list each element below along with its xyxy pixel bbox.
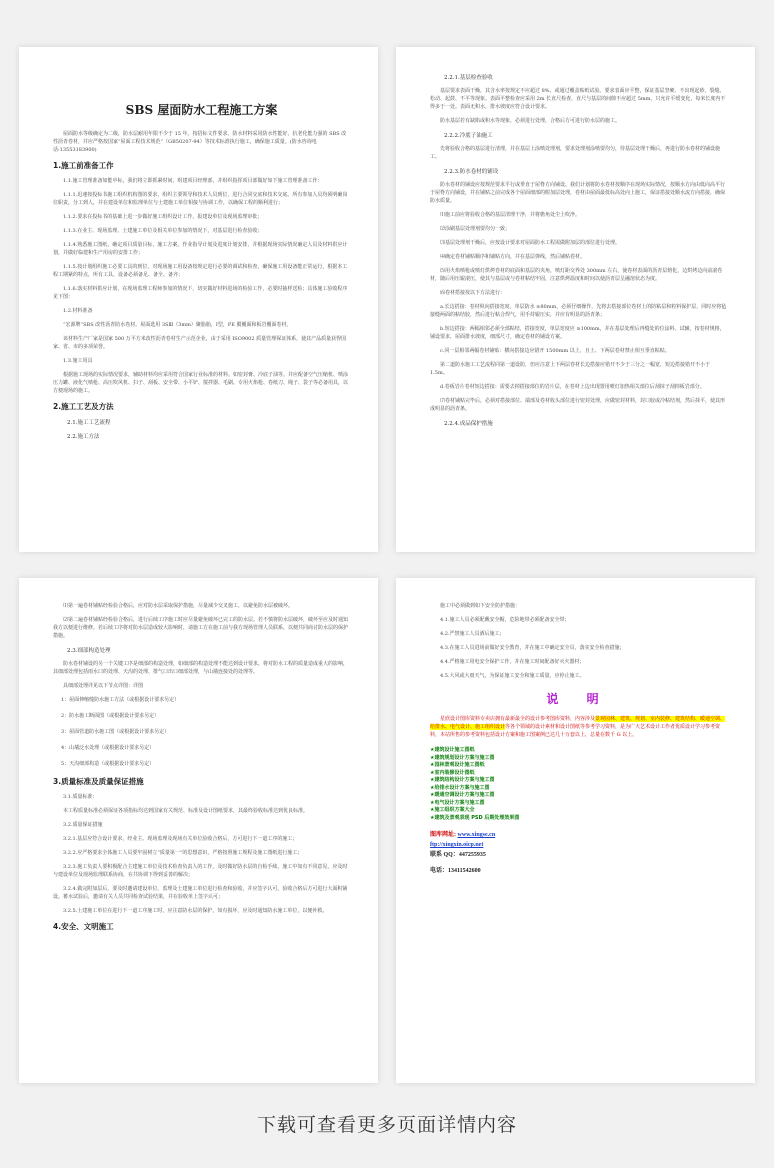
paragraph: 施工中必须做到如下安全防护措施： <box>440 603 521 609</box>
paragraph: ⑴第一遍卷材铺贴经检验合格后，应对防水层采取保护措施，尽量减少交叉施工，以避免防水层被破坏。 <box>63 603 294 609</box>
paragraph: 4.5.大风或大雨天气，为保证施工安全和施工质量，应停止施工。 <box>440 673 585 679</box>
paragraph: ⑹卷材搭接按以下方法进行： <box>440 290 506 296</box>
website-label: 图库网址: <box>430 832 456 838</box>
resource-list-item: ★施工组织方案大全 <box>430 807 475 813</box>
subsection-heading: 2.2.4.成品保护措施 <box>444 421 493 427</box>
paragraph: 1.1.4.熟悉施工图纸，确定项目质量目标，施工方案，作业指导计划及进度计划安排，并根据现场实际情况确定人员及材料供应计划，并做好临建和生产用房的安排工作； <box>53 242 348 256</box>
paragraph: 3.2.2.应严格要求全体施工人员要牢固树立“质量第一”的思想意识，严格按照施工规程及施工图纸进行施工； <box>63 850 303 856</box>
paragraph: 3.1.质量标准： <box>63 794 98 800</box>
paragraph: 3.2.1.基层应符合设计要求，经业主、现场监理及现场有关单位验收合格后，方可进行下一道工序的施工； <box>63 836 298 842</box>
subsection-heading: 2.2.施工方法 <box>67 434 100 440</box>
paragraph: 本工程质量标准必须保证各项指标均达到国家有关规范、标准及设计图纸要求，其最终验收标准达到优良标准。 <box>63 808 309 814</box>
subsection-heading: 2.1.施工工艺流程 <box>67 420 111 426</box>
page-3-content <box>53 602 350 1073</box>
document-page-3 <box>19 578 378 1083</box>
paragraph: 1.2.材料准备 <box>63 308 93 314</box>
note-paragraph <box>430 715 727 739</box>
contact-block <box>430 830 727 876</box>
paragraph: 4.2.严禁施工人员酒后施工； <box>440 631 505 637</box>
subsection-heading: 2.2.3.防水卷材的铺设 <box>444 169 499 175</box>
subsection-heading: 2.3.细部构造处理 <box>67 648 111 654</box>
page-1-body <box>53 130 350 440</box>
note-paragraph-highlight: 景观园林、建筑、规划、室内装修、建筑结构、暖通空调、给排水、电气设计、施工组织设计 <box>430 716 726 730</box>
paragraph: ⑵涂刷基层处理剂要均匀一致； <box>440 226 511 232</box>
paragraph: 具细部处理详见以下节点详图：详图 <box>63 683 144 689</box>
paragraph: 3.2.质量保证措施 <box>63 822 103 828</box>
paragraph: ⑷确定卷材铺贴顺序和铺贴方向，并在基层弹线，然后铺贴卷材。 <box>440 254 586 260</box>
document-title: SBS 屋面防水工程施工方案 <box>125 103 278 117</box>
paragraph: d.卷板岩片卷材短边搭接：需要去掉搭接部位的岩片层，在卷材上边出现置用喷灯加热相关部位后刮抹子刮掉板岩部分。 <box>440 384 705 390</box>
paragraph: 3.2.4.做完附加层后，要及时邀请建设单位、监理及土建施工单位进行检查和验收，并应签字认可，验收合格后方可进行大面积铺设。蓄水试验后，邀请有关人员共同检查试验结果，并在验收单上签字认可； <box>53 886 348 900</box>
paragraph: 防水卷材的铺设应按规范要求平行或垂直于屋脊方向铺设。我们计划将防水卷材按顺序在现场实际情况，按顺水方向由低向高平行于屋脊方向铺设，并在铺贴之前完成各个屋面细部的附加层处理，卷材由屋面最低标高处向上施工，保证搭接处顺水流方向搭接，确保防水质量。 <box>430 182 726 204</box>
paragraph: 防水卷材铺设的另一个关键工序是细部的构造处理，如细部的构造处理不能达到设计要求，将对防水工程的质量造成重大的影响，其细部处理包括雨水口的处理、天沟的处理、排气口出口细部处理，与山墙连接处的处理等。 <box>53 661 349 675</box>
resource-list-item: ★暖通空调设计方案与施工图 <box>430 792 495 798</box>
paragraph: 4.4.严格施工用电安全保护工作，并在施工时间配备好灭火器材； <box>440 659 585 665</box>
paragraph: ⑸用火焰喷枪或喷灯烘烤卷材的底面和基层的夹角，喷灯距交界处 300mm 左右，使卷材表面的沥青层熔化，边烘烤边向前滚卷材，随后用压辊滚压，使其与基层或与卷材粘结牢固，注意烘烤温度和时间以使沥青层呈融溶状态为度。 <box>430 268 723 282</box>
paragraph: c.同一层相邻两幅卷材铺贴：横向搭接边应错开 1500mm 以上，且上、下两层卷材禁止相互垂直粘贴。 <box>440 348 670 354</box>
paragraph: 3.2.3.施工负责人要积极配合主建施工单位及技术检查负责人的工作，及时做好防水层的自检手续，施工中如有不同意见，应及时与建设单位及现场监理联系协商，在共协调下得到妥善的解决； <box>53 864 348 878</box>
phone-value: 13411542600 <box>448 868 481 874</box>
detail-list-item: 3：屋面管道防水施工图（或根据设计要求另定） <box>61 729 170 735</box>
resource-list-item: ★建筑设计施工图纸 <box>430 747 475 753</box>
website-link[interactable]: www.xingse.cn <box>457 832 496 838</box>
document-page-2 <box>396 47 755 552</box>
paragraph: 1.1.3.在业主、现场监理、土建施工单位及相关单位参加的情况下，对基层进行检查验收； <box>63 228 263 234</box>
paragraph: 该材料生产厂家是国家 500 万平方米改性沥青卷材生产示范企业，由于采用 ISO9002 质量管理保证体系，使其产品质量获得国家、省、市的多项荣誉。 <box>53 336 347 350</box>
phone-label: 电话： <box>430 868 449 874</box>
contact-phone <box>430 866 727 876</box>
resource-list-item: ★建筑规划设计方案与施工图 <box>430 754 495 761</box>
page-4-content <box>430 602 727 1073</box>
resource-list-item: ★园林景观设计施工图纸 <box>430 762 485 768</box>
ftp-link[interactable]: ftp://xingxin.oicp.net <box>430 842 484 848</box>
contact-website <box>430 830 727 840</box>
contact-qq <box>430 850 727 860</box>
section-heading: 4.安全、文明施工 <box>53 922 114 931</box>
resource-list-item: ★室内装修设计图纸 <box>430 769 475 776</box>
resource-list-item: ★建筑结构设计方案与施工图 <box>430 777 495 783</box>
detail-list-item: 4：山墙泛水处理（或根据设计要求另定） <box>61 745 155 751</box>
paragraph: “宏源牌”SBS 改性沥青防水卷材。屋面选用 3SⅢ（3mm）聚脂胎，Ⅰ型，PE 膜覆面和板岩覆面卷材。 <box>63 322 292 328</box>
paragraph: 1.3.施工用具 <box>63 358 93 364</box>
section-heading: 3.质量标准及质量保证措施 <box>53 777 144 786</box>
detail-list-item: 2：防水施工断面图（或根据设计要求另定） <box>61 713 160 719</box>
page-4-body <box>430 602 727 680</box>
section-heading: 2.施工工艺及方法 <box>53 402 114 411</box>
note-paragraph-end: 等各个领域的设计素材和设计图纸等参考学习资料，是为广大艺术设计工作者优质设计学习参考资料，本站所售的参考资料包括设计方案和施工图案例已达几十万套以上，总量在数千 G 以上。 <box>430 724 721 738</box>
paragraph: 1.1.5.按计划组织施工必要工具的到位，对现场施工用设备按规定进行必要的调试和检查，确保施工用设备能正常运行，根据本工程工期紧的特点，所有工具、设备必须备足、备全、备齐； <box>53 264 348 278</box>
paragraph: ⑵第二遍卷材铺贴经检验合格后，进行后续工序施工时应尽量避免破坏已完工的防水层。若不慎将防水层破坏，破坏至应及时通知我方以便进行维修。若后续工序将对防水层造成较大影响时，请施工方在施工前与我方现场管理人员联系，以便共同商讨防水层的保护措施。 <box>53 617 349 639</box>
page-2-content <box>430 67 727 542</box>
page-3-body <box>53 602 350 932</box>
paragraph: a.长边搭接：卷材纵向搭接宽度，单层防水 ≥80mm，必须仔细操作，先将去搭接部位卷材上的防粘层和粒料保护层，同时应将毡接缝两面的粘结胶，然后进行粘合焊气，用手持辊压实，并应有明显的沥青条； <box>430 304 727 318</box>
paragraph: 先将验收合格的基层进行清理，并在基层上涂喷处理剂，要求处理剂涂喷要均匀，待基层处理干燥后，再进行防水卷材的铺设施工。 <box>430 146 721 160</box>
page-1-content <box>53 71 350 542</box>
bottom-caption[interactable]: 下载可查看更多页面详情内容 <box>256 1114 517 1136</box>
subsection-heading: 2.2.2.冷底子油施工 <box>444 133 493 139</box>
paragraph: 3.2.5.土建施工单位在进行下一道工序施工时，应注意防水层的保护，如有损坏，应及时通知防水施工单位，以便补救。 <box>63 908 328 914</box>
paragraph: ⑶基层处理剂干燥后，应按设计要求对屋面防水工程需做附加层的部位进行处理。 <box>440 240 621 246</box>
paragraph: 1.1.6.落实材料供应计划，在现场监理工程师参加的情况下，切实做好材料进场的检验工作，必要时抽样送检；具体施工验收程序见下图： <box>53 286 348 300</box>
section-heading: 1.施工前准备工作 <box>53 161 114 170</box>
paragraph: 第二道防水施工工艺流程同第一道设防，但应注意上下两层卷材长边搭接应错开不少于三分之一幅宽，短边搭接错开不小于 1.5m。 <box>430 362 711 376</box>
paragraph: 基层要求表面干燥，其含水率按规定不应超过 8%，或通过覆盖贴纸试验。要求表面应平整，保证基层坚硬、不出现起砂、裂缝、松动、起鼓、不平等现象。表面平整检查应采用 2m 长直尺检查，直尺与基层的间隙不应超过 5mm，只允许平缓变化，每米长度内不得多于一处。表面无积水，排水坡度应符合设计要求。 <box>430 88 726 110</box>
paragraph: 1.1.施工管理准备如能中标，我们将立即抓紧时间，组建项目经理部，并组织指挥项目部做好如下施工管理准备工作： <box>63 178 323 184</box>
paragraph: 屋面防水等级确定为二级，防水层耐用年限不少于 15 年。按招标文件要求，防水材料采用防水性能好、抗老化能力强的 SBS 改性沥青卷材，并应严格按国家“屋面工程技术规范”（GB50207-94）等技术标准执行施工，确保施工质量。(防水咨询电话:13553183900) <box>53 131 347 153</box>
note-title: 说 明 <box>546 692 611 706</box>
contact-ftp <box>430 840 727 850</box>
detail-list-item: 1：屋面伸缩缝防水施工方法（或根据设计要求另定） <box>61 697 180 703</box>
page-2-body <box>430 73 727 427</box>
paragraph: ⑴施工前应将验收合格的基层清理干净，并将檐角处尘土吹净。 <box>440 212 581 218</box>
paragraph: 防水基层若有缺陷或积水等现象，必须进行处理，合格后方可进行防水层的施工。 <box>440 118 621 124</box>
document-page-4 <box>396 578 755 1083</box>
resource-list <box>430 747 727 822</box>
resource-list-item: ★电气设计方案与施工图 <box>430 799 485 806</box>
paragraph: ⑺卷材铺贴完毕后，必须对搭接部位、端部及卷材收头部位进行密封处理，应做密封材料，封口胶或冷粘结剂，然后抹平，使其形成明显的沥青条。 <box>430 398 726 412</box>
qq-value: 447255935 <box>458 852 486 858</box>
note-paragraph-start: 星欣设计图库资料专卖店拥有最新最全的设计参考图库资料，内容涉及 <box>440 716 596 722</box>
paragraph: b.短边搭接：两幅相邻必须全部粘结，搭接宽度，单层宽度应 ≥100mm，并在基层处理后再缝处的位涂料、试辅，按卷材规格，铺设要求，屋面排水坡度，细部尺寸，确定卷材的铺设方案。 <box>430 326 725 340</box>
subsection-heading: 2.2.1.基层检查验收 <box>444 75 493 81</box>
paragraph: 1.1.2.要求在投标书的基础上进一步做好施工组织设计工作，报建设单位及现场监理审批； <box>63 214 263 220</box>
detail-list-item: 5：天沟细部构造（或根据设计要求另定） <box>61 761 155 767</box>
document-page-1 <box>19 47 378 552</box>
paragraph: 1.1.1.迅速按投标书施工组织机构图的要求，组织主要领导和技术人员到位，进行合同交底和技术交底。所有参加人员均须明确岗位职责，分工到人，并在建设单位和监理单位与土建施工单位相接与协调工作，以确保工程的顺利进行； <box>53 192 348 206</box>
paragraph: 根据施工现场的实际情况要求，辅助材料均应采用符合国家行业标准的材料。如密封膏、冷底子油等。并应配备空气压缩机、喷涂压力罐、液化气喷枪、高压吹风机、扫子、刮板、安全带、小平铲、搅拌器、毛刷、专用火焰枪、卷纸刀、绳子、袋子等必备用具，以方便现场的施工。 <box>53 372 349 394</box>
paragraph: 4.1.施工人员必须配戴安全帽，危险地带必须配备安全带； <box>440 617 570 623</box>
paragraph: 4.3.在施工人员进场前做好安全教育，并在施工中确定安全员，落实安全检查措施； <box>440 645 625 651</box>
resource-list-item: ★建筑及景观表现 PSD 后期处理效果图 <box>430 814 520 821</box>
resource-list-item: ★给排水设计方案与施工图 <box>430 784 490 791</box>
qq-label: 联系 QQ： <box>430 852 459 858</box>
